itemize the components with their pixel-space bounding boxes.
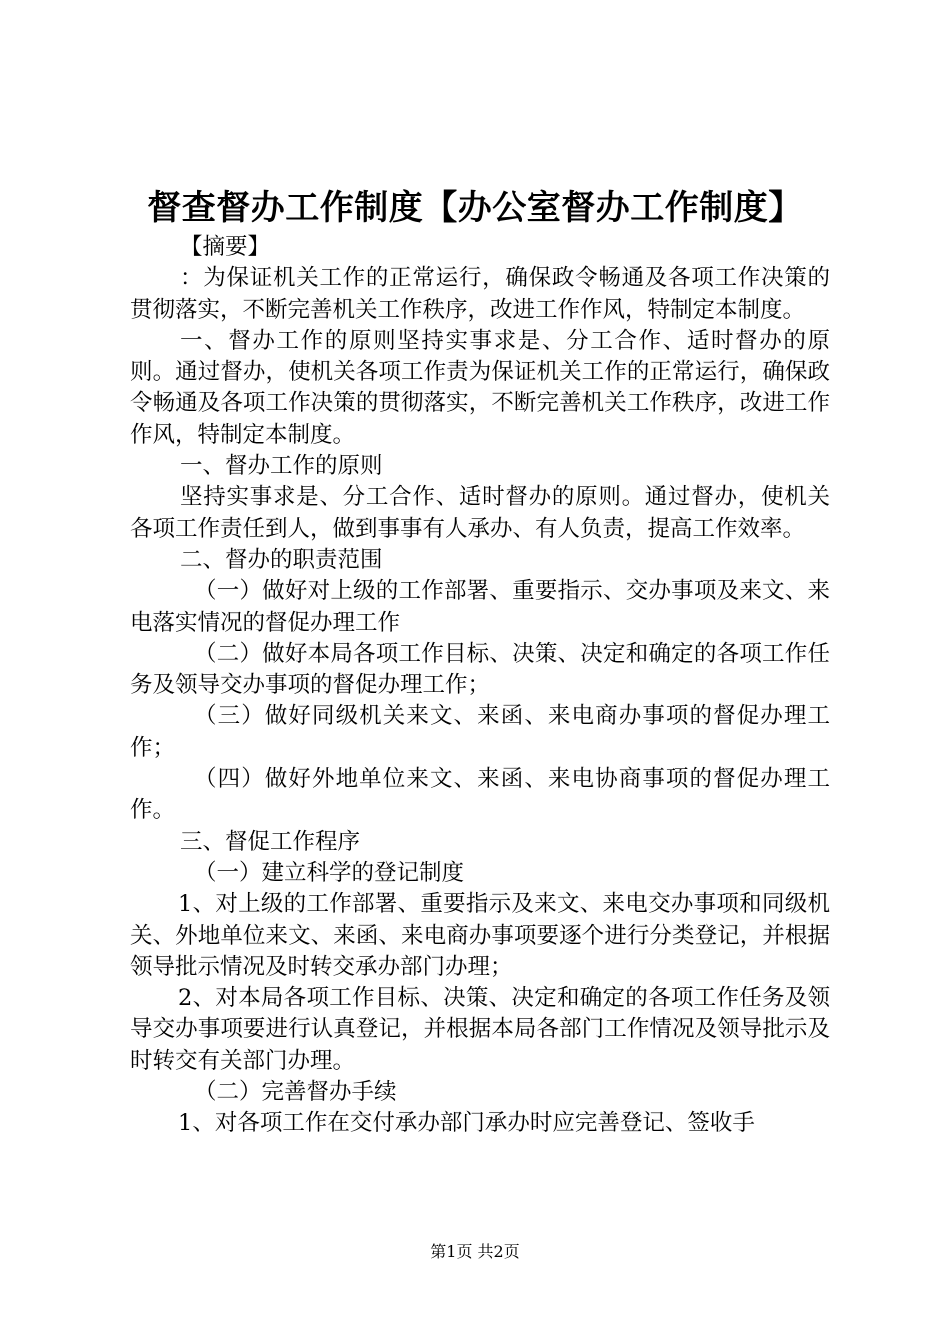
abstract-paragraph: ：为保证机关工作的正常运行，确保政令畅通及各项工作决策的贯彻落实，不断完善机关工作秩序，改进工作作风，特制定本制度。: [130, 265, 830, 323]
section-heading: 一、督办工作的原则: [180, 453, 383, 480]
abstract-heading: 【摘要】: [180, 234, 271, 260]
document-title: 督查督办工作制度【办公室督办工作制度】: [147, 188, 803, 228]
list-item: （四）做好外地单位来文、来函、来电协商事项的督促办理工作。: [130, 766, 830, 824]
list-item: 1、对上级的工作部署、重要指示及来文、来电交办事项和同级机关、外地单位来文、来函、来电商办事项要逐个进行分类登记，并根据领导批示情况及时转交承办部门办理；: [130, 891, 830, 980]
list-item: （三）做好同级机关来文、来函、来电商办事项的督促办理工作；: [130, 703, 830, 761]
document-body: [130, 232, 830, 1140]
page-number: 第1页 共2页: [430, 1242, 520, 1261]
subsection-heading: （一）建立科学的登记制度: [194, 859, 465, 886]
section-heading: 三、督促工作程序: [180, 828, 361, 855]
list-item: （一）做好对上级的工作部署、重要指示、交办事项及来文、来电落实情况的督促办理工作: [130, 578, 830, 636]
section-heading: 二、督办的职责范围: [180, 546, 383, 573]
body-paragraph: 一、督办工作的原则坚持实事求是、分工合作、适时督办的原则。通过督办，使机关各项工作责为保证机关工作的正常运行，确保政令畅通及各项工作决策的贯彻落实，不断完善机关工作秩序，改进工作作风，特制定本制度。: [130, 327, 830, 448]
body-paragraph: 坚持实事求是、分工合作、适时督办的原则。通过督办，使机关各项工作责任到人，做到事事有人承办、有人负责，提高工作效率。: [130, 484, 830, 542]
subsection-heading: （二）完善督办手续: [194, 1079, 397, 1106]
list-item: （二）做好本局各项工作目标、决策、决定和确定的各项工作任务及领导交办事项的督促办理工作；: [130, 640, 830, 699]
list-item: 1、对各项工作在交付承办部门承办时应完善登记、签收手: [178, 1110, 755, 1137]
list-item: 2、对本局各项工作目标、决策、决定和确定的各项工作任务及领导交办事项要进行认真登记，并根据本局各部门工作情况及领导批示及时转交有关部门办理。: [130, 985, 830, 1074]
